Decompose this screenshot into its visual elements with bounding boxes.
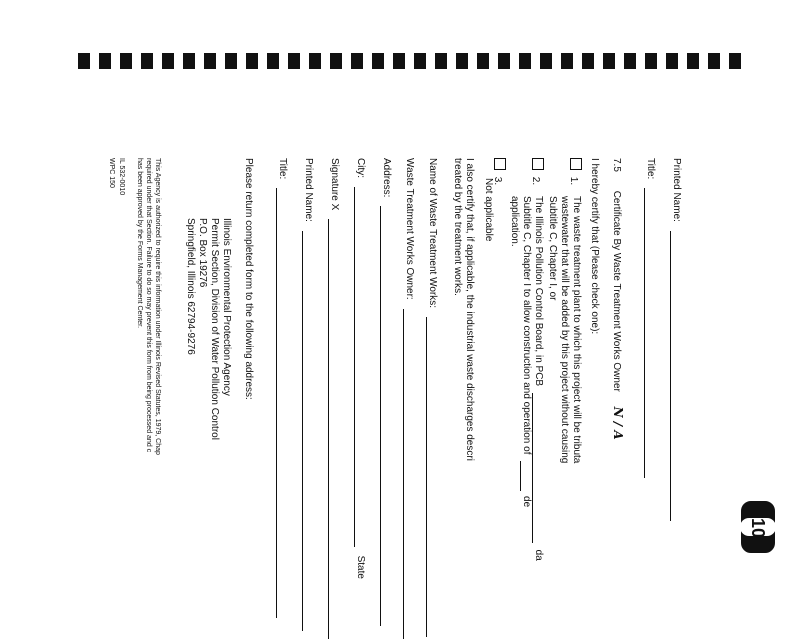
section-number: 7.5	[611, 158, 622, 172]
binder-hole	[288, 53, 300, 69]
city-row	[354, 158, 366, 579]
section-heading: Certificate By Waste Treatment Works Owner	[611, 190, 622, 392]
binder-hole	[645, 53, 657, 69]
binder-hole	[225, 53, 237, 69]
footer-notice-3: has been approved by the Forms Management Center.	[136, 158, 143, 329]
option-2-checkbox[interactable]	[532, 158, 544, 170]
pcb-number-line[interactable]	[532, 393, 544, 543]
binder-hole	[456, 53, 468, 69]
top-printed-name-label: Printed Name:	[671, 158, 682, 222]
binder-hole	[519, 53, 531, 69]
binder-hole	[687, 53, 699, 69]
option-1-line-3: Subtitle C, Chapter I, or	[547, 196, 558, 301]
return-instructions: Please return completed form to the following address:	[243, 158, 254, 400]
binder-hole	[582, 53, 594, 69]
option-2-number: 2.	[530, 176, 541, 186]
binder-hole	[603, 53, 615, 69]
address-line-4: Springfield, Illinois 62794-9276	[185, 218, 196, 355]
address-label: Address:	[381, 158, 392, 198]
binder-hole	[372, 53, 384, 69]
option-2-line-1: The Illinois Pollution Control Board, in PCB da	[533, 196, 544, 561]
bottom-printed-name-row	[302, 158, 314, 631]
binder-hole	[246, 53, 258, 69]
city-label: City:	[355, 158, 366, 178]
rotated-form-page	[60, 158, 700, 628]
bottom-printed-name-line[interactable]	[302, 231, 314, 631]
section-heading-row	[610, 158, 624, 440]
bottom-title-label: Title:	[277, 158, 288, 180]
binder-hole	[183, 53, 195, 69]
form-code-1: IL 532-0010	[118, 158, 125, 196]
industrial-cert-line-2: treated by the treatment works.	[452, 158, 463, 296]
binder-hole	[99, 53, 111, 69]
binder-hole	[624, 53, 636, 69]
binder-hole	[708, 53, 720, 69]
top-printed-name-row	[670, 158, 682, 521]
bottom-printed-name-label: Printed Name:	[303, 158, 314, 222]
binder-hole	[267, 53, 279, 69]
bottom-title-row	[276, 158, 288, 618]
address-line-2: Permit Section, Division of Water Pollution Control	[209, 218, 220, 440]
binder-hole	[141, 53, 153, 69]
address-line[interactable]	[380, 206, 392, 626]
option-2	[529, 158, 544, 185]
works-name-line[interactable]	[426, 317, 438, 637]
option-1	[567, 158, 582, 185]
works-owner-row	[403, 158, 415, 639]
option-3-line-1: Not applicable	[483, 178, 494, 242]
binder-hole	[540, 53, 552, 69]
option-1-line-2: wastewater that will be added by this project without causing	[559, 196, 570, 464]
option-1-checkbox[interactable]	[570, 158, 582, 170]
bottom-title-line[interactable]	[276, 188, 288, 618]
works-owner-line[interactable]	[403, 309, 415, 639]
binder-hole	[309, 53, 321, 69]
certify-intro: I hereby certify that (Please check one):	[589, 158, 600, 335]
option-3-checkbox[interactable]	[494, 158, 506, 170]
top-title-line[interactable]	[644, 188, 656, 478]
form-code-2: WPC 150	[108, 158, 115, 188]
binder-hole	[78, 53, 90, 69]
signature-line[interactable]	[328, 219, 340, 639]
address-line-1: Illinois Environmental Protection Agency	[221, 218, 232, 396]
binder-hole	[120, 53, 132, 69]
binder-hole	[204, 53, 216, 69]
binder-hole	[414, 53, 426, 69]
industrial-cert-line-1: I also certify that, if applicable, the industrial waste discharges descri	[464, 158, 475, 461]
binder-hole	[162, 53, 174, 69]
binder-hole	[330, 53, 342, 69]
top-title-row	[644, 158, 656, 478]
signature-row	[328, 158, 340, 639]
footer-notice-1: This Agency is authorized to require this information under Illinois Revised Statutes, 1979, Chap	[154, 158, 161, 455]
binder-hole	[351, 53, 363, 69]
binder-hole	[477, 53, 489, 69]
works-name-row	[426, 158, 438, 637]
binder-hole	[498, 53, 510, 69]
binder-hole	[393, 53, 405, 69]
address-row	[380, 158, 392, 626]
option-2-line-2: Subtitle C, Chapter I to allow construction and operation of de	[521, 196, 532, 508]
top-printed-name-line[interactable]	[670, 231, 682, 521]
page-number-badge: 10	[741, 501, 775, 553]
binder-holes	[78, 53, 758, 71]
option-2-line-3: application.	[509, 196, 520, 247]
works-name-label: Name of Waste Treatment Works:	[427, 158, 438, 309]
footer-notice-2: required under that Section. Failure to do so may prevent this form from being processed and c	[145, 158, 152, 453]
signature-label: Signature X	[329, 158, 340, 211]
option-3-number: 3.	[492, 176, 503, 186]
binder-hole	[435, 53, 447, 69]
address-line-3: P.O. Box 19276	[197, 218, 208, 288]
binder-hole	[729, 53, 741, 69]
binder-hole	[666, 53, 678, 69]
handwritten-na: N / A	[611, 406, 625, 440]
state-label: State	[355, 555, 366, 579]
works-owner-label: Waste Treatment Works Owner:	[404, 158, 415, 300]
city-line[interactable]	[354, 187, 366, 547]
binder-hole	[561, 53, 573, 69]
top-title-label: Title:	[645, 158, 656, 180]
option-1-number: 1.	[568, 176, 579, 186]
option-1-line-1: The waste treatment plant to which this project will be tributa	[571, 196, 582, 464]
